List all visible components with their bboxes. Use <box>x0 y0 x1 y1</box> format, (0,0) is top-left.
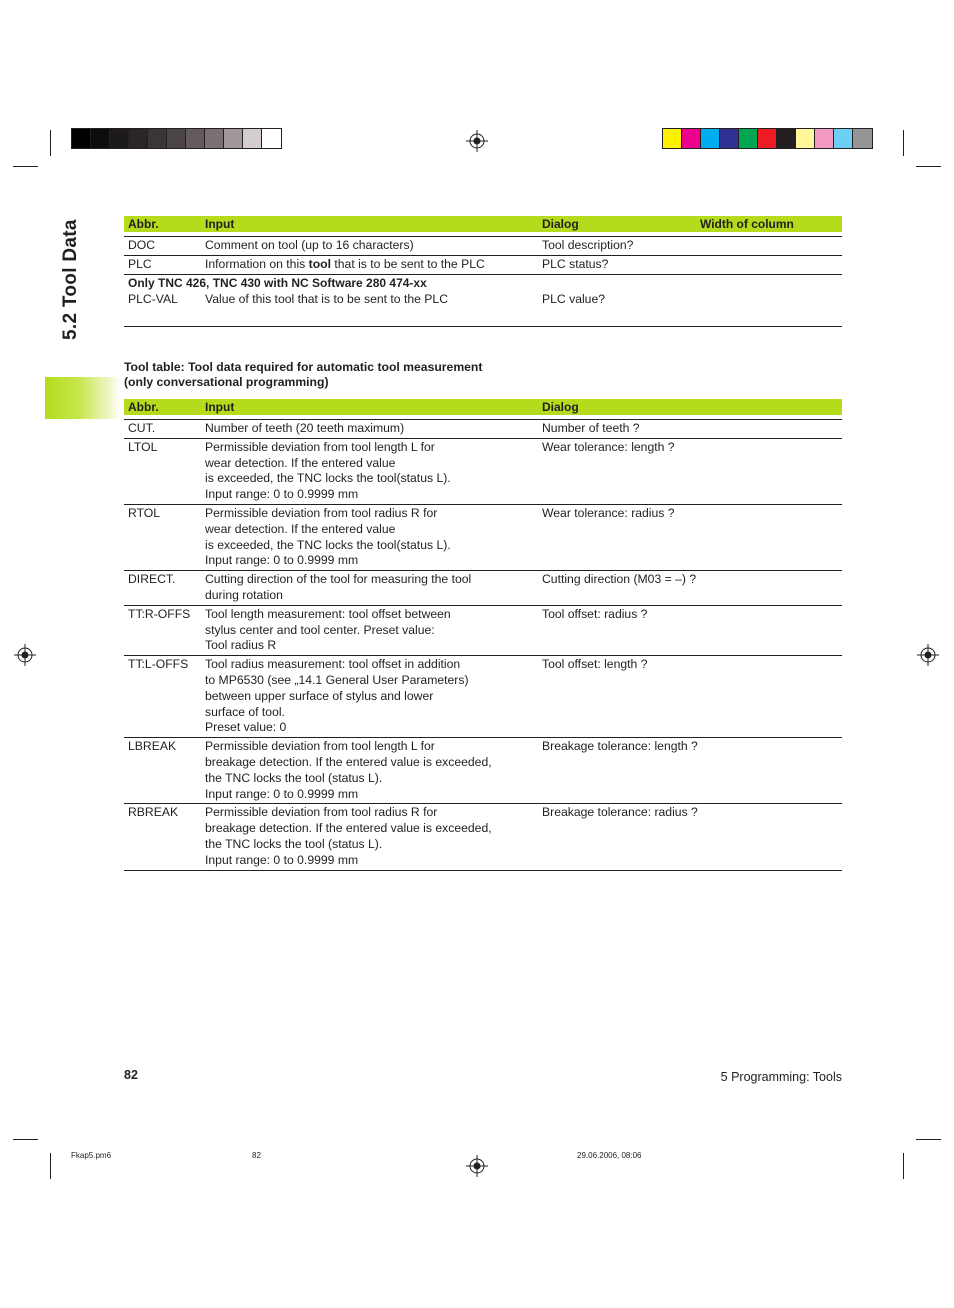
table-header-row <box>124 399 842 415</box>
table-row <box>124 571 842 606</box>
file-name: Fkap5.pm6 <box>71 1151 112 1160</box>
table-row <box>124 804 842 870</box>
crop-mark <box>50 1153 51 1179</box>
color-swatch <box>186 129 205 148</box>
table-subheading: Only TNC 426, TNC 430 with NC Software 280 474-xx <box>128 275 427 290</box>
cell-dialog: Breakage tolerance: radius ? <box>538 804 842 870</box>
cell-abbr: RTOL <box>124 504 201 570</box>
cell-abbr: DIRECT. <box>124 571 201 606</box>
color-swatch <box>663 129 682 148</box>
cell-abbr: DOC <box>124 237 201 256</box>
table-row <box>124 291 842 309</box>
cell-dialog: Tool offset: length ? <box>538 656 842 738</box>
cell-abbr: RBREAK <box>124 804 201 870</box>
registration-mark-icon <box>466 1155 488 1177</box>
cell-abbr: TT:L-OFFS <box>124 656 201 738</box>
color-swatch <box>815 129 834 148</box>
color-swatch <box>720 129 739 148</box>
header-abbr: Abbr. <box>124 399 201 415</box>
cell-dialog: Tool offset: radius ? <box>538 605 842 655</box>
color-swatch <box>853 129 872 148</box>
cell-input: Cutting direction of the tool for measuring the tool during rotation <box>201 571 538 606</box>
cell-dialog: Wear tolerance: length ? <box>538 438 842 504</box>
color-swatch <box>796 129 815 148</box>
cell-dialog: PLC status? <box>538 255 696 274</box>
crop-mark <box>50 130 51 156</box>
cell-dialog: Wear tolerance: radius ? <box>538 504 842 570</box>
cell-abbr: LBREAK <box>124 738 201 804</box>
section-heading: Tool table: Tool data required for automatic tool measurement (only conversational programming) <box>124 360 483 389</box>
table-row <box>124 605 842 655</box>
table-row <box>124 237 842 256</box>
header-input: Input <box>201 399 538 415</box>
cell-input: Permissible deviation from tool length L for breakage detection. If the entered value is exceeded, the TNC locks the tool (status L). Input range: 0 to 0.9999 mm <box>201 738 538 804</box>
crop-mark <box>916 166 941 167</box>
header-dialog: Dialog <box>538 216 696 232</box>
page-number: 82 <box>124 1068 138 1082</box>
crop-mark <box>903 130 904 156</box>
cell-dialog: Tool description? <box>538 237 696 256</box>
chapter-tab-marker <box>45 377 120 419</box>
color-swatch <box>834 129 853 148</box>
color-swatch <box>148 129 167 148</box>
cell-input: Information on this tool that is to be sent to the PLC <box>201 255 538 274</box>
cell-input: Permissible deviation from tool radius R for wear detection. If the entered value is exceeded, the TNC locks the tool(status L). Input range: 0 to 0.9999 mm <box>201 504 538 570</box>
registration-mark-icon <box>14 644 36 666</box>
cell-abbr: PLC-VAL <box>128 291 178 306</box>
cell-abbr: PLC <box>124 255 201 274</box>
color-swatch <box>91 129 110 148</box>
cell-abbr: LTOL <box>124 438 201 504</box>
header-dialog: Dialog <box>538 399 842 415</box>
chapter-footer: 5 Programming: Tools <box>720 1070 842 1084</box>
header-input: Input <box>201 216 538 232</box>
crop-mark <box>916 1139 941 1140</box>
table-header-row <box>124 216 842 232</box>
gray-color-bar <box>71 128 282 149</box>
cell-input: Permissible deviation from tool radius R for breakage detection. If the entered value is exceeded, the TNC locks the tool (status L). Input range: 0 to 0.9999 mm <box>201 804 538 870</box>
color-swatch <box>243 129 262 148</box>
header-width: Width of column <box>696 216 842 232</box>
cell-input: Number of teeth (20 teeth maximum) <box>201 420 538 439</box>
color-swatch <box>701 129 720 148</box>
process-color-bar <box>662 128 873 149</box>
color-swatch <box>777 129 796 148</box>
color-swatch <box>758 129 777 148</box>
cell-abbr: CUT. <box>124 420 201 439</box>
color-swatch <box>110 129 129 148</box>
cell-dialog: PLC value? <box>542 291 606 306</box>
chapter-title-text: 5.2 Tool Data <box>60 219 81 340</box>
cell-abbr: TT:R-OFFS <box>124 605 201 655</box>
cell-input: Tool length measurement: tool offset between stylus center and tool center. Preset value: Tool radius R <box>201 605 538 655</box>
table-row <box>124 420 842 439</box>
color-swatch <box>739 129 758 148</box>
table-row <box>124 255 842 274</box>
table-row <box>124 738 842 804</box>
table-row <box>124 656 842 738</box>
crop-mark <box>13 166 38 167</box>
crop-mark <box>903 1153 904 1179</box>
cell-input: Permissible deviation from tool length L for wear detection. If the entered value is exceeded, the TNC locks the tool(status L). Input range: 0 to 0.9999 mm <box>201 438 538 504</box>
cell-input: Value of this tool that is to be sent to the PLC <box>205 291 448 306</box>
table-row <box>124 438 842 504</box>
color-swatch <box>129 129 148 148</box>
cell-dialog: Breakage tolerance: length ? <box>538 738 842 804</box>
header-abbr: Abbr. <box>124 216 201 232</box>
color-swatch <box>224 129 243 148</box>
tool-data-table <box>124 216 842 327</box>
tool-measurement-table <box>124 399 842 871</box>
file-timestamp: 29.06.2006, 08:06 <box>577 1151 642 1160</box>
color-swatch <box>262 129 281 148</box>
cell-dialog: Number of teeth ? <box>538 420 842 439</box>
file-page: 82 <box>252 1151 261 1160</box>
color-swatch <box>167 129 186 148</box>
color-swatch <box>72 129 91 148</box>
table-row <box>124 504 842 570</box>
registration-mark-icon <box>466 130 488 152</box>
cell-dialog: Cutting direction (M03 = –) ? <box>538 571 842 606</box>
crop-mark <box>13 1139 38 1140</box>
registration-mark-icon <box>917 644 939 666</box>
cell-input: Comment on tool (up to 16 characters) <box>201 237 538 256</box>
color-swatch <box>682 129 701 148</box>
color-swatch <box>205 129 224 148</box>
cell-input: Tool radius measurement: tool offset in addition to MP6530 (see „14.1 General User Parameters) between upper surface of stylus and lower surface of tool. Preset value: 0 <box>201 656 538 738</box>
